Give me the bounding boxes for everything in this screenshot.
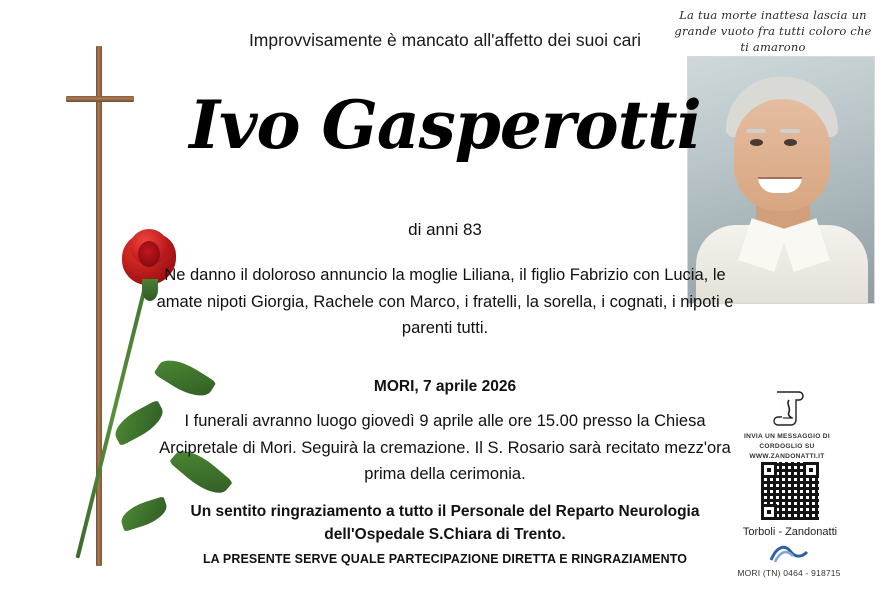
footer-note-text: LA PRESENTE SERVE QUALE PARTECIPAZIONE DIRETTA E RINGRAZIAMENTO — [202, 552, 688, 566]
deceased-name: Ivo Gasperotti — [189, 86, 701, 164]
agency-name-text: Torboli - Zandonatti — [742, 526, 838, 538]
agency-logo-icon — [769, 542, 809, 564]
qr-code-icon[interactable] — [761, 462, 819, 520]
notice-text-column — [150, 0, 740, 600]
lead-text: Improvvisamente è mancato all'affetto dei suoi cari — [248, 30, 642, 50]
funeral-details-text: I funerali avranno luogo giovedì 9 aprile alle ore 15.00 presso la Chiesa Arcipretale di Mori. Seguirà la cremazione. Il S. Rosario sarà recitato mezz'ora prima della cerimonia. — [159, 412, 731, 484]
epigraph-text: La tua morte inattesa lascia un grande vuoto fra tutti coloro che ti amarono — [674, 8, 872, 54]
scroll-document-icon — [769, 388, 809, 428]
announcement-text: Ne danno il doloroso annuncio la moglie Liliana, il figlio Fabrizio con Lucia, le amate nipoti Giorgia, Rachele con Marco, i fratelli, la sorella, i cognati, i nipoti e parenti tutti. — [156, 266, 734, 338]
age-text: di anni 83 — [408, 220, 482, 239]
thanks-text: Un sentito ringraziamento a tutto il Personale del Reparto Neurologia dell'Ospedale S.Chiara di Trento. — [190, 503, 700, 544]
agency-contact-text: MORI (TN) 0464 - 918715 — [737, 568, 841, 578]
place-date-text: MORI, 7 aprile 2026 — [373, 378, 517, 395]
condolence-prompt-text[interactable]: INVIA UN MESSAGGIO DI CORDOGLIO SU WWW.ZANDONATTI.IT — [744, 433, 830, 460]
cross-icon-crossbar — [66, 96, 134, 102]
